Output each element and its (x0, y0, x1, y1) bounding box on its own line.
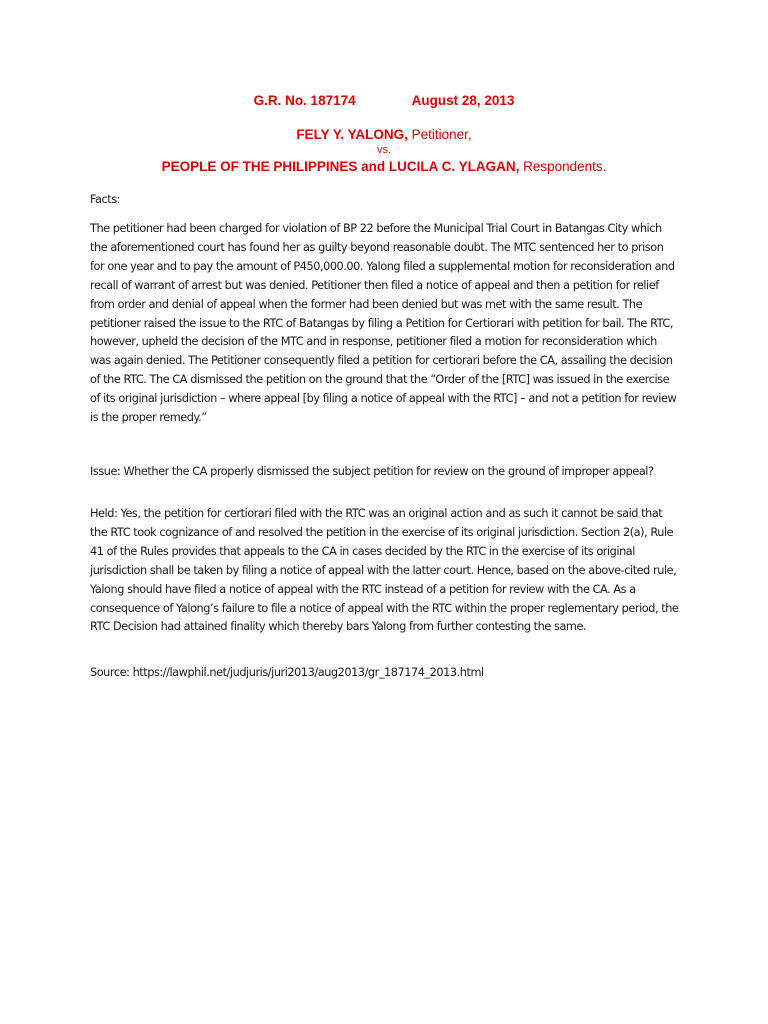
respondents-name: PEOPLE OF THE PHILIPPINES and LUCILA C. YLAGAN, (161, 159, 520, 174)
versus-text: vs. (376, 144, 392, 156)
facts-heading: Facts: (90, 193, 121, 206)
held-paragraph: Held: Yes, the petition for certiorari filed with the RTC was an original action and as such it cannot be said that the RTC took cognizance of and resolved the petition in the exercise of its original jurisdiction. Section 2(a), Rule 41 of the Rules provides that appeals to the CA in cases decided by the RTC in the exercise of its original jurisdiction shall be taken by filing a notice of appeal with the latter court. Hence, based on the above-cited rule, Yalong should have filed a notice of appeal with the RTC instead of a petition for review with the CA. As a consequence of Yalong’s failure to file a notice of appeal with the RTC within the proper reglementary period, the RTC Decision had attained finality which thereby bars Yalong from further contesting the same. (90, 507, 679, 634)
source-citation: Source: https://lawphil.net/judjuris/juri2013/aug2013/gr_187174_2013.html (90, 666, 484, 679)
respondents-line (0, 158, 768, 175)
petitioner-role: Petitioner, (411, 127, 472, 142)
case-header (0, 92, 768, 109)
case-date: August 28, 2013 (411, 93, 515, 108)
case-number: G.R. No. 187174 (253, 93, 356, 108)
respondents-role: Respondents. (523, 159, 607, 174)
facts-paragraph: The petitioner had been charged for violation of BP 22 before the Municipal Trial Court in Batangas City which the aforementioned court has found her as guilty beyond reasonable doubt. The MTC sentenced her to prison for one year and to pay the amount of P450,000.00. Yalong filed a supplemental motion for reconsideration and recall of warrant of arrest but was denied. Petitioner then filed a notice of appeal and then a petition for relief from order and denial of appeal when the former had been denied but was met with the same result. The petitioner raised the issue to the RTC of Batangas by filing a Petition for Certiorari with petition for bail. The RTC, however, upheld the decision of the MTC and in response, petitioner filed a motion for reconsideration which was again denied. The Petitioner consequently filed a petition for certiorari before the CA, assailing the decision of the RTC. The CA dismissed the petition on the ground that the “Order of the [RTC] was issued in the exercise of its original jurisdiction – where appeal [by filing a notice of appeal with the RTC] – and not a petition for review is the proper remedy.” (90, 222, 677, 425)
versus-line (0, 143, 768, 158)
petitioner-name: FELY Y. YALONG, (296, 127, 408, 142)
petitioner-line (0, 126, 768, 143)
issue-paragraph: Issue: Whether the CA properly dismissed the subject petition for review on the ground of improper appeal? (90, 465, 654, 478)
